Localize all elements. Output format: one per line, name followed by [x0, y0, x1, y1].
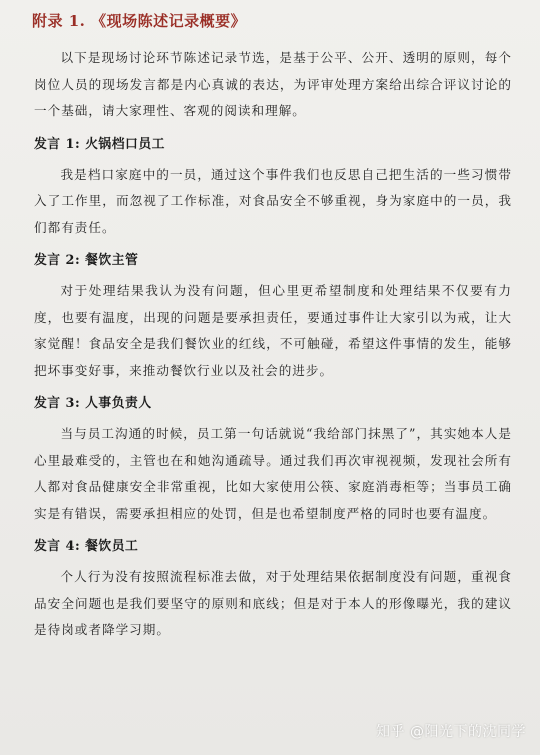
speaker-label: 发言 2: 餐饮主管 [34, 253, 139, 268]
intro-paragraph: 以下是现场讨论环节陈述记录节选，是基于公平、公开、透明的原则，每个岗位人员的现场发言都是内心真诚的表达，为评审处理方案给出综合评议讨论的一个基础，请大家理性、客观的阅读和理解。 [34, 50, 512, 118]
statement-text: 对于处理结果我认为没有问题，但心里更希望制度和处理结果不仅要有力度，也要有温度，出现的问题是要承担责任，要通过事件让大家引以为戒，让大家觉醒！食品安全是我们餐饮业的红线，不可触碰，希望这件事情的发生，能够把坏事变好事，来推动餐饮行业以及社会的进步。 [34, 283, 512, 378]
statement-3 [34, 392, 512, 527]
speaker-label: 发言 4: 餐饮员工 [34, 539, 139, 554]
speaker-label: 发言 3: 人事负责人 [34, 396, 152, 411]
statement-4 [34, 535, 512, 644]
appendix-heading: 附录 1. 《现场陈述记录概要》 [32, 12, 247, 30]
statement-text: 个人行为没有按照流程标准去做，对于处理结果依据制度没有问题，重视食品安全问题也是我们要坚守的原则和底线；但是对于本人的形像曝光，我的建议是待岗或者降学习期。 [34, 569, 512, 637]
statement-text: 当与员工沟通的时候，员工第一句话就说“我给部门抹黑了”，其实她本人是心里最难受的，主管也在和她沟通疏导。通过我们再次审视视频，发现社会所有人都对食品健康安全非常重视，比如大家使用公筷、家庭消毒柜等；当事员工确实是有错误，需要承担相应的处罚，但是也希望制度严格的同时也要有温度。 [34, 426, 512, 521]
statement-text: 我是档口家庭中的一员，通过这个事件我们也反思自己把生活的一些习惯带入了工作里，而忽视了工作标准，对食品安全不够重视，身为家庭中的一员，我们都有责任。 [34, 166, 512, 235]
speaker-label: 发言 1: 火锅档口员工 [34, 136, 165, 152]
watermark: 知乎 @阳光下的沈同学 [376, 724, 526, 740]
statement-1 [34, 133, 512, 242]
statement-2 [34, 249, 512, 384]
